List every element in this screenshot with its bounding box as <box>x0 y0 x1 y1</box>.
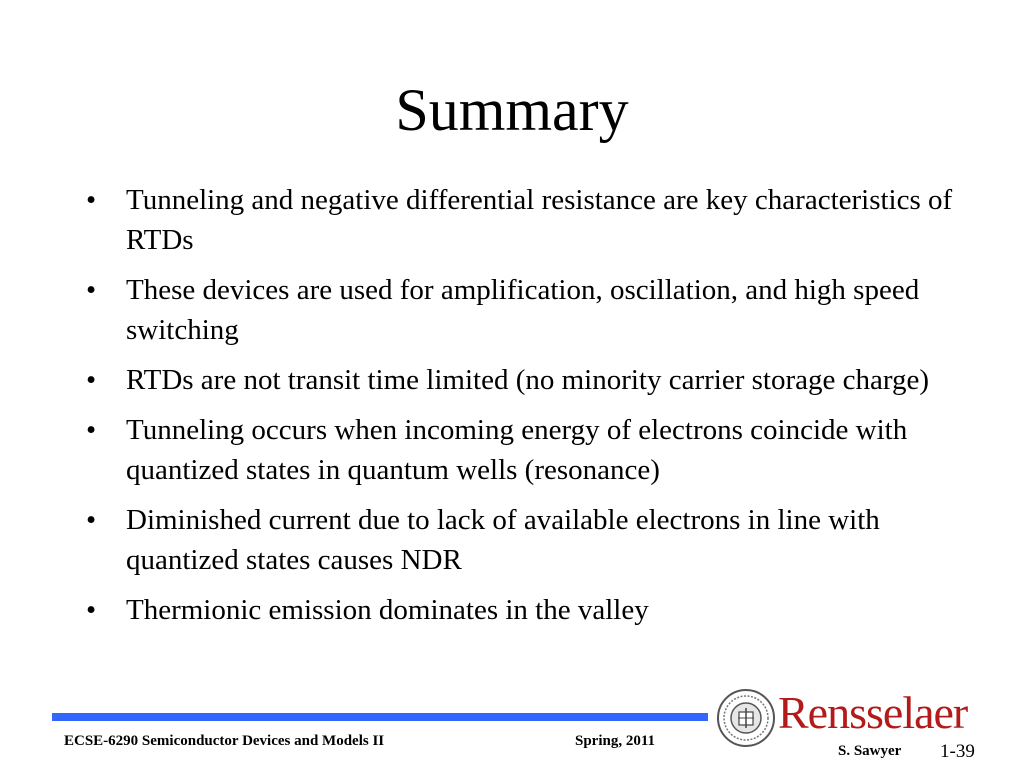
bullet-icon: • <box>86 414 97 446</box>
bullet-item <box>86 360 976 400</box>
bullet-item <box>86 270 976 350</box>
bullet-text: Diminished current due to lack of available electrons in line with quantized states causes NDR <box>126 504 880 576</box>
bullet-text: Thermionic emission dominates in the valley <box>126 594 649 626</box>
footer-course-name: ECSE-6290 Semiconductor Devices and Models II <box>64 733 385 749</box>
slide-title: Summary <box>395 77 629 143</box>
bullet-text: Tunneling occurs when incoming energy of electrons coincide with quantized states in quantum wells (resonance) <box>126 414 908 486</box>
bullet-list <box>86 180 976 640</box>
bullet-icon: • <box>86 364 97 396</box>
bullet-item <box>86 180 976 260</box>
footer-term: Spring, 2011 <box>575 733 656 749</box>
bullet-item <box>86 500 976 580</box>
rensselaer-wordmark: Rensselaer <box>778 687 968 738</box>
bullet-item <box>86 410 976 490</box>
bullet-text: Tunneling and negative differential resistance are key characteristics of RTDs <box>126 184 953 256</box>
bullet-text: RTDs are not transit time limited (no minority carrier storage charge) <box>126 364 930 396</box>
bullet-text: These devices are used for amplification, oscillation, and high speed switching <box>126 274 920 346</box>
footer-author: S. Sawyer <box>838 743 902 759</box>
bullet-icon: • <box>86 504 97 536</box>
bullet-icon: • <box>86 184 97 216</box>
page-number: 1-39 <box>940 741 975 762</box>
footer-divider-bar <box>52 713 708 721</box>
institute-seal-icon <box>716 688 776 748</box>
bullet-item <box>86 590 976 630</box>
bullet-icon: • <box>86 594 97 626</box>
bullet-icon: • <box>86 274 97 306</box>
